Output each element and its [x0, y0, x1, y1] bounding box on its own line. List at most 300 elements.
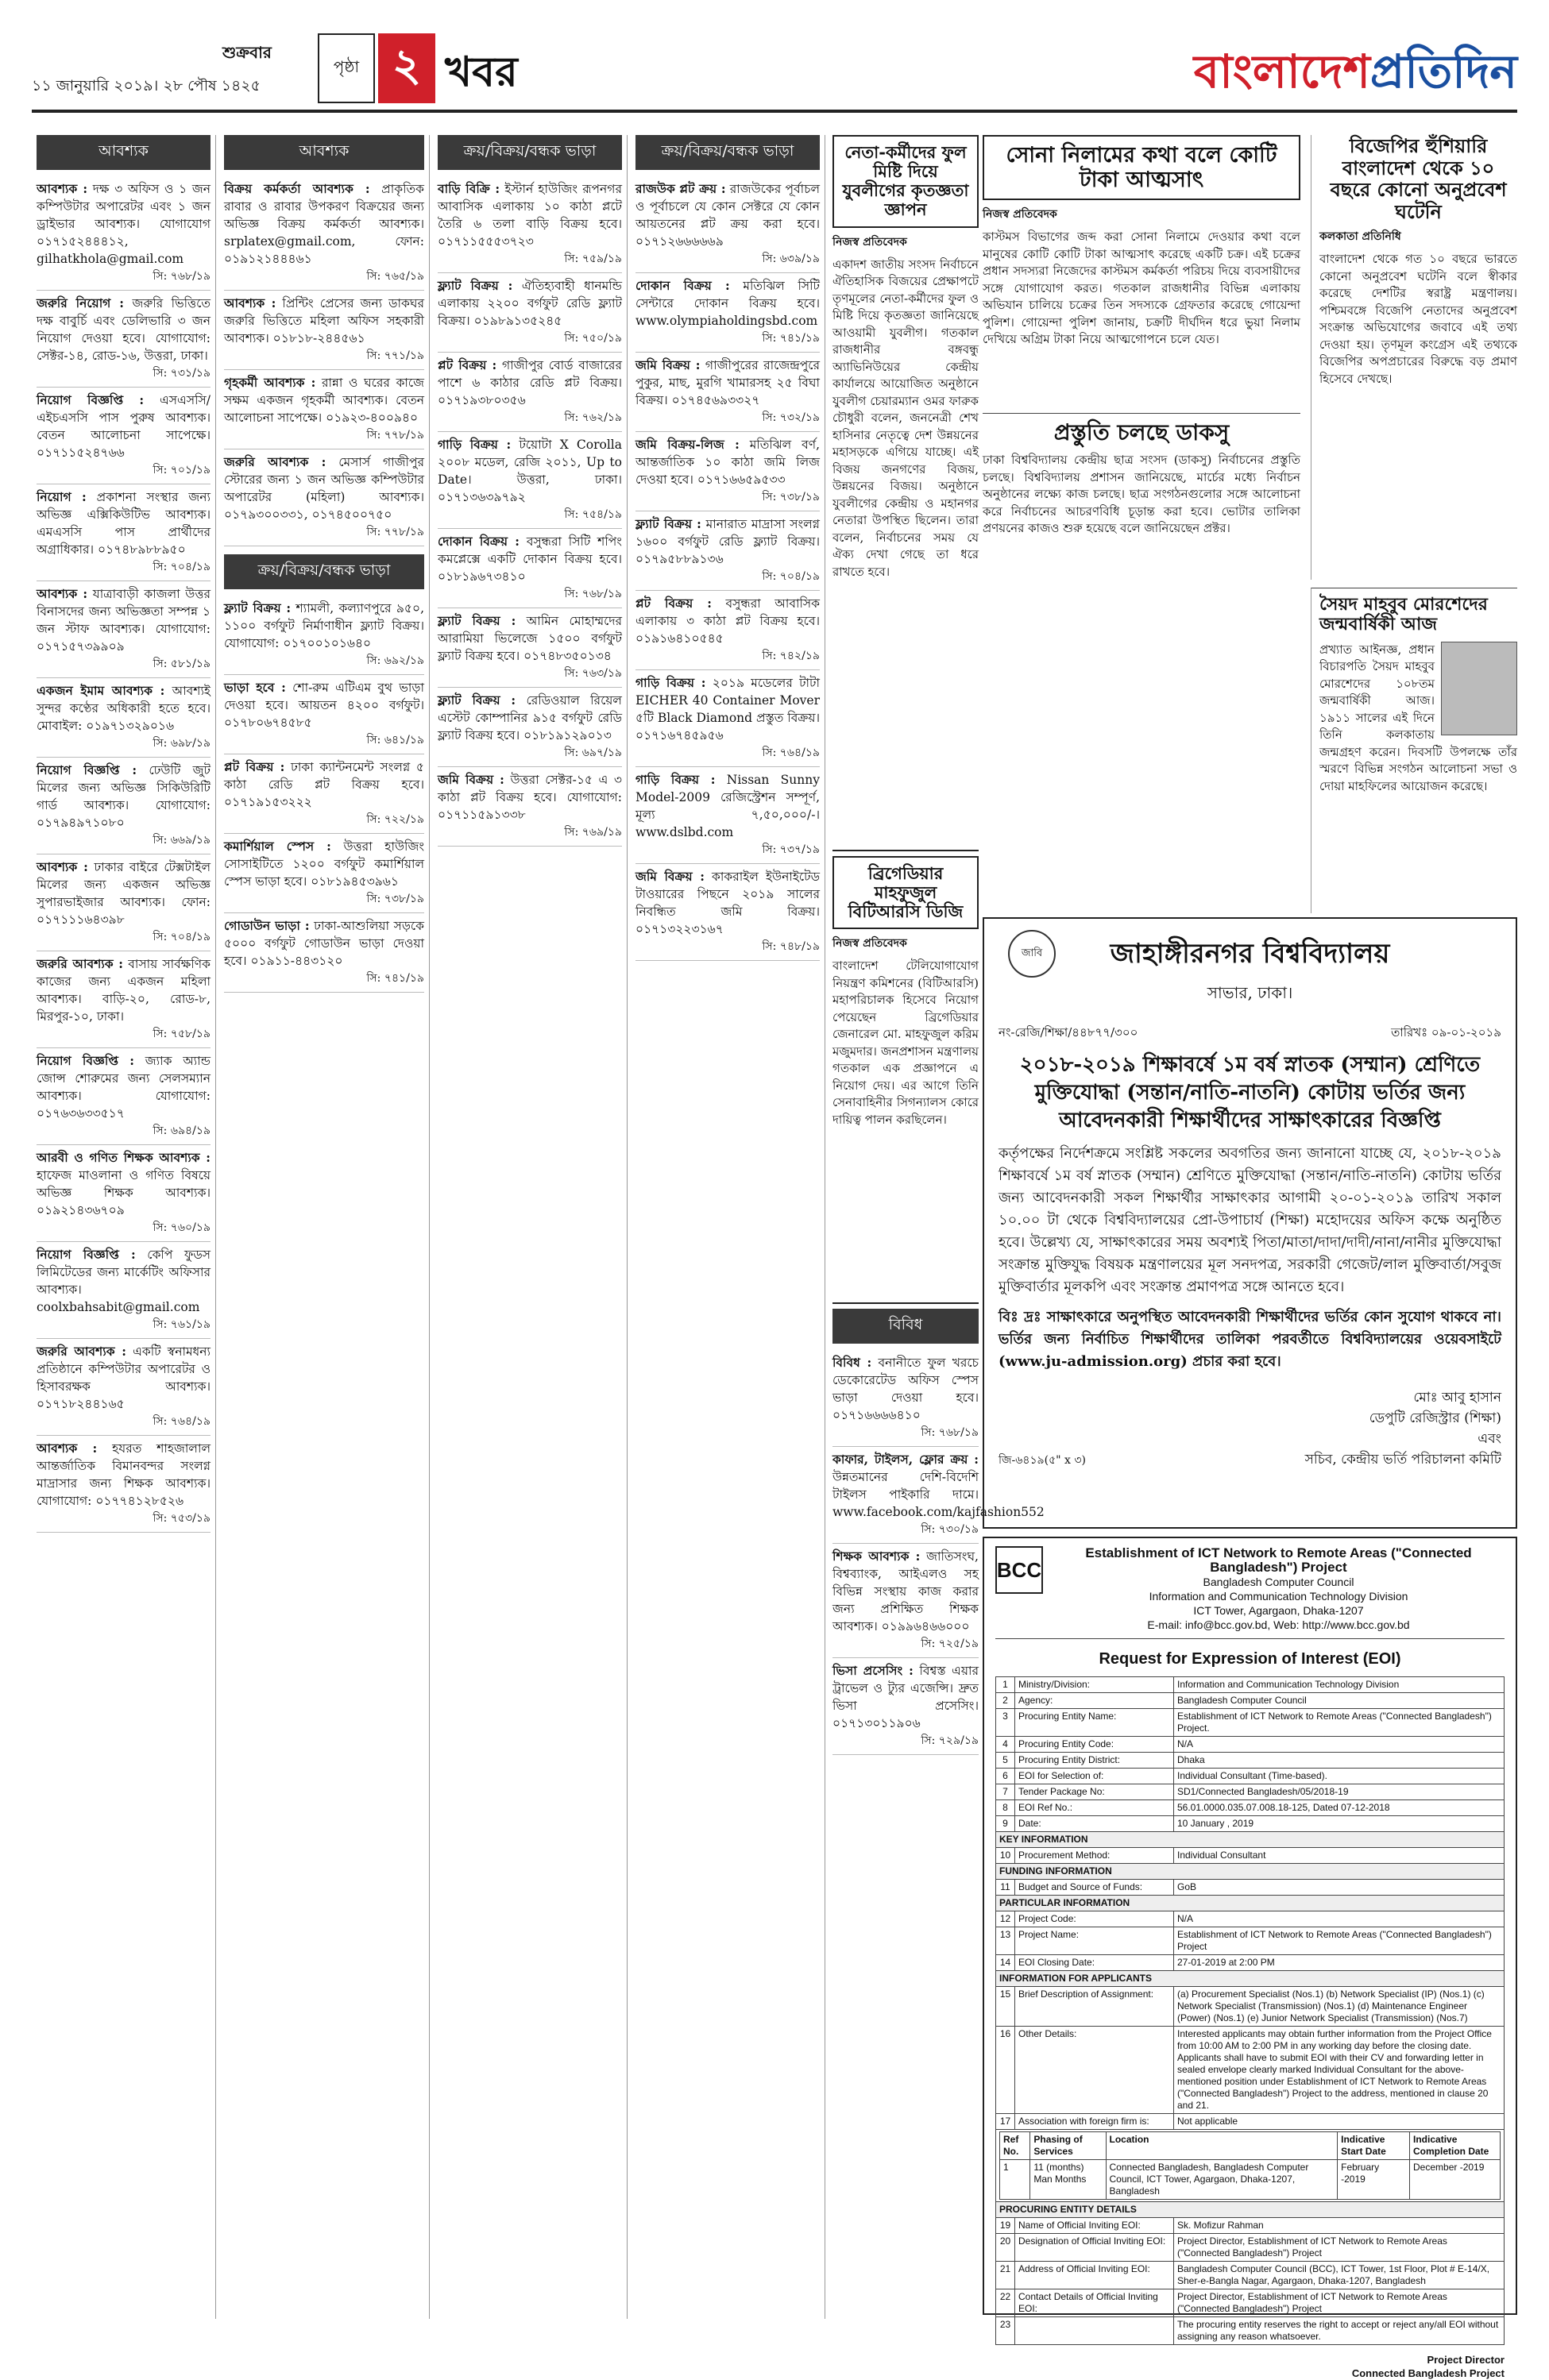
phasing-data-row — [1000, 2160, 1501, 2200]
eoi-section-row — [996, 1864, 1505, 1880]
ad-text: গাজীপুরের রাজেন্দ্রপুরে পুকুর, মাছ, মুরগি খামারসহ ২৫ বিঘা বিক্রয়। ০১৭৪৫৬৯৩৩২৭ — [635, 358, 821, 407]
ad-lead: গাড়ি বিক্রয় : — [635, 675, 706, 690]
eoi-section-title: PARTICULAR INFORMATION — [996, 1896, 1505, 1911]
ad-text: জ্যাক অ্যান্ড জোন্স শোরুমের জন্য সেলসম্যান আবশ্যক। যোগাযোগ: ০১৭৬৩৬৩৩৫১৭ — [37, 1054, 211, 1121]
eoi-cell-v: GoB — [1174, 1880, 1505, 1896]
ad-text: ইস্টার্ন হাউজিং রূপনগর আবাসিক এলাকায় ১০ কাঠা প্লটে তৈরি ৬ তলা বাড়ি বিক্রয় হবে। ০১৭১১৫৫৫৩৭২৩ — [438, 182, 622, 249]
ad-code: সি: ৬৪১/১৯ — [366, 734, 424, 746]
ad-code: সি: ৭৪৮/১৯ — [762, 940, 820, 953]
eoi-row — [996, 2027, 1505, 2114]
eoi-cell-n: 2 — [996, 1693, 1015, 1709]
ad-lead: গৃহকর্মী আবশ্যক : — [224, 375, 316, 390]
ad-lead: দোকান বিক্রয় : — [635, 278, 730, 293]
eoi-cell-v: The procuring entity reserves the right to accept or reject any/all EOI without assigning any reason whatsoever. — [1174, 2317, 1505, 2345]
eoi-cell-k: Tender Package No: — [1015, 1784, 1174, 1800]
ad-text: আমিন মোহাম্মদের আরামিয়া ভিলেজে ১৫০০ বর্গফুট ফ্ল্যাট বিক্রয় হবে। ০১৭৪৮৩৫০১৩৪ — [438, 614, 622, 663]
eoi-cell-n: 8 — [996, 1800, 1015, 1816]
eoi-cell-k: Other Details: — [1015, 2027, 1174, 2114]
column-heading: আবশ্যক — [37, 135, 211, 170]
eoi-cell-n: 9 — [996, 1816, 1015, 1832]
ad-lead: বিবিধ : — [832, 1355, 872, 1370]
eoi-cell-n: 5 — [996, 1753, 1015, 1769]
classified-column-3 — [433, 135, 628, 2319]
eoi-row — [996, 1753, 1505, 1769]
classified-ad — [37, 854, 211, 951]
story-body: একাদশ জাতীয় সংসদ নির্বাচনে ঐতিহাসিক বিজয়ের প্রেক্ষাপটে তৃণমূলের নেতা-কর্মীদের ফুল ও মিষ্টি দিয়ে কৃতজ্ঞতা জানিয়েছে আওয়ামী যুবলীগ। গতকাল রাজধানীর বঙ্গবন্ধু অ্যাভিনিউয়ের কেন্দ্রীয় কার্যালয়ে আয়োজিত অনুষ্ঠানে যুবলীগ চেয়ারম্যান ওমর ফারুক চৌধুরী বলেন, জননেত্রী শেখ হাসিনার নেতৃত্বে দেশ উন্নয়নের মহাসড়কে এগিয়ে যাচ্ছে। এই বিজয় জনগণের বিজয়, উন্নয়নের বিজয়। অনুষ্ঠানে যুবলীগের কেন্দ্রীয় ও মহানগর নেতারা উপস্থিত ছিলেন। তারা বলেন, নির্বাচনের সময় যে ঐক্য দেখা গেছে তা ধরে রাখতে হবে। — [832, 257, 979, 579]
classified-ad — [224, 370, 424, 449]
ad-text: উত্তরা হাউজিং সোসাইটিতে ১২০০ বর্গফুট কমার্শিয়াল স্পেস ভাড়া হবে। ০১৮১৯৪৫৩৯৬১ — [224, 839, 424, 889]
column-heading: আবশ্যক — [224, 135, 424, 170]
classified-ad — [438, 608, 622, 688]
brand-part2: প্রতিদিন — [1369, 44, 1517, 98]
ad-code: সি: ৬৩৯/১৯ — [762, 253, 820, 265]
ad-lead: জমি বিক্রয়-লিজ : — [635, 437, 740, 452]
eoi-cell-n: 15 — [996, 1987, 1015, 2027]
eoi-row — [996, 2218, 1505, 2234]
ad-text: Nissan Sunny Model-2009 রেজিস্ট্রেশন সম্পূর্ণ, মূল্য ৭,৫০,০০০/-। www.dslbd.com — [635, 773, 820, 839]
classified-ad — [832, 1350, 979, 1447]
ad-lead: আবশ্যক : — [37, 586, 88, 601]
eoi-cell-k: EOI for Selection of: — [1015, 1769, 1174, 1784]
ad-code: সি: ৭০৪/১৯ — [153, 931, 211, 943]
eoi-cell-n: 10 — [996, 1848, 1015, 1864]
news-story-bjp — [1311, 135, 1517, 580]
ad-code: সি: ৭৪২/১৯ — [762, 650, 820, 662]
eoi-cell-n: 14 — [996, 1955, 1015, 1971]
ad-code: সি: ৭৪১/১৯ — [762, 332, 820, 345]
eoi-cell-n: 7 — [996, 1784, 1015, 1800]
eoi-row — [996, 2234, 1505, 2262]
eoi-cell-v: Project Director, Establishment of ICT Network to Remote Areas ("Connected Bangladesh") Project — [1174, 2234, 1505, 2262]
eoi-cell-k: Address of Official Inviting EOI: — [1015, 2262, 1174, 2289]
ad-text: মতিঝিল বর্ণ, আন্তর্জাতিক ১০ কাঠা জমি লিজ দেওয়া হবে। ০১৭১৬৬৫৯৫৩৩ — [635, 438, 820, 487]
eoi-cell-k: Project Name: — [1015, 1927, 1174, 1955]
issue-date: ১১ জানুয়ারি ২০১৯। ২৮ পৌষ ১৪২৫ — [32, 77, 261, 95]
eoi-cell-v: 27-01-2019 at 2:00 PM — [1174, 1955, 1505, 1971]
eoi-cell-k: Ministry/Division: — [1015, 1677, 1174, 1693]
ad-text: ২০১৯ মডেলের টাটা EICHER 40 Container Mover ৫টি Black Diamond প্রস্তুত বিক্রয়। ০১৭১৬৭৪৫৯৫৬ — [635, 676, 820, 743]
eoi-row — [996, 1800, 1505, 1816]
ad-lead: নিয়োগ বিজ্ঞপ্তি : — [37, 762, 137, 777]
column-heading: ক্রয়/বিক্রয়/বন্ধক ভাড়া — [635, 135, 820, 170]
notice-date: তারিখঃ ০৯-০১-২০১৯ — [1391, 1025, 1501, 1040]
ad-text: জরুরি ভিত্তিতে দক্ষ বাবুর্চি এবং ডেলিভারি ৩ জন নিয়োগ দেওয়া হবে। যোগাযোগ: সেক্টর-১৪, রোড-১৬, উত্তরা, ঢাকা। — [37, 296, 211, 363]
headline: ব্রিগেডিয়ার মাহফুজুল বিটিআরসি ডিজি — [832, 856, 979, 929]
portrait-photo — [1441, 642, 1517, 735]
eoi-section-title: PROCURING ENTITY DETAILS — [996, 2202, 1505, 2218]
headline: বিজেপির হুঁশিয়ারি বাংলাদেশ থেকে ১০ বছরে কোনো অনুপ্রবেশ ঘটেনি — [1330, 134, 1507, 223]
phasing-cell: Indicative Start Date — [1338, 2132, 1410, 2160]
eoi-cell-n: 23 — [996, 2317, 1015, 2345]
phasing-cell: February -2019 — [1338, 2160, 1410, 2200]
ad-lead: আবশ্যক : — [224, 295, 276, 311]
page-label: পৃষ্ঠা — [318, 33, 375, 103]
column-heading-2: ক্রয়/বিক্রয়/বন্ধক ভাড়া — [224, 554, 424, 589]
signatory-and: এবং — [1478, 1431, 1501, 1448]
eoi-cell-k: Budget and Source of Funds: — [1015, 1880, 1174, 1896]
classified-ad — [224, 913, 424, 993]
ad-lead: গাড়ি বিক্রয় : — [438, 437, 512, 452]
ad-code: সি: ৭৭৮/১৯ — [366, 429, 424, 442]
eoi-section-row — [996, 1832, 1505, 1848]
phasing-cell: 11 (months) Man Months — [1030, 2160, 1106, 2200]
classified-ad — [224, 176, 424, 291]
ad-lead: জরুরি আবশ্যক : — [224, 454, 326, 469]
ad-code: সি: ৭৩৮/১৯ — [366, 893, 424, 905]
ad-text: ঢাকা ক্যান্টনমেন্ট সংলগ্ন ৫ কাঠা রেডি প্লট বিক্রয় হবে। ০১৭১৯১৫৩২২২ — [224, 760, 424, 809]
eoi-cell-k: Brief Description of Assignment: — [1015, 1987, 1174, 2027]
ad-code: সি: ৭০৪/১৯ — [762, 570, 820, 583]
ad-text: বনানীতে ফুল খরচে ডেকোরেটেড অফিস স্পেস ভাড়া দেওয়া হবে। ০১৭১৬৬৬৬৪১০ — [832, 1356, 979, 1422]
classified-ad — [37, 176, 211, 291]
ad-lead: প্লট বিক্রয় : — [224, 759, 285, 774]
ad-code: সি: ৭০৪/১৯ — [153, 561, 211, 573]
eoi-cell-v: (a) Procurement Specialist (Nos.1) (b) Network Specialist (IP) (Nos.1) (c) Network Specialist (Transmission) (Nos.1) (d) Maintenance Engineer (Power) (Nos.1) (e) Junior Network Specialist (Transmission) (Nos.7) — [1174, 1987, 1505, 2027]
ad-text: শো-রুম এটিএম বুথ ভাড়া দেওয়া হবে। আয়তন ৪২০০ বর্গফুট। ০১৭৮০৬৭৪৫৮৫ — [224, 681, 424, 730]
eoi-title: Request for Expression of Interest (EOI) — [1099, 1650, 1401, 1668]
eoi-row — [996, 1955, 1505, 1971]
classified-ad — [37, 1145, 211, 1242]
eoi-cell-v: Sk. Mofizur Rahman — [1174, 2218, 1505, 2234]
eoi-row — [996, 1880, 1505, 1896]
ad-lead: গাড়ি বিক্রয় : — [635, 772, 716, 787]
ad-lead: জরুরি আবশ্যক : — [37, 1344, 126, 1359]
ad-text: যাত্রাবাড়ী কাজলা উত্তর বিনাসদের জন্য অভিজ্ঞতা সম্পন্ন ১ জন স্টাফ আবশ্যক। যোগাযোগ: ০১৭১৫৭৩৯৯০৯ — [37, 587, 211, 654]
eoi-organization — [1053, 1546, 1505, 1632]
phasing-cell: 1 — [1000, 2160, 1030, 2200]
notice-heading: ২০১৮-২০১৯ শিক্ষাবর্ষে ১ম বর্ষ স্নাতক (সম্মান) শ্রেণিতে মুক্তিযোদ্ধা (সন্তান/নাতি-নাতনি) কোটায় ভর্তির জন্য আবেদনকারী শিক্ষার্থীদের সাক্ষাৎকারের বিজ্ঞপ্তি — [1019, 1053, 1481, 1133]
ad-text: ঐতিহ্যবাহী ধানমন্ডি এলাকায় ২২০০ বর্গফুট রেডি ফ্ল্যাট বিক্রয়। ০১৯৮৯১৩৫২৪৫ — [438, 279, 622, 328]
notice-note — [999, 1306, 1501, 1373]
story-body: কাস্টমস বিভাগের জব্দ করা সোনা নিলামে দেওয়ার কথা বলে মানুষের কোটি কোটি টাকা আত্মসাৎ করেছে একটি চক্র। এই চক্রের প্রধান সদস্যরা নিজেদের কাস্টমস কর্মকর্তা পরিচয় দিয়ে ব্যবসায়ীদের সঙ্গে যোগাযোগ করত। গতকাল রাজধানীর বিভিন্ন এলাকায় অভিযান চালিয়ে চক্রের তিন সদস্যকে গ্রেফতার করেছে গোয়েন্দা পুলিশ। গোয়েন্দা পুলিশ জানায়, চক্রটি দীর্ঘদিন ধরে ভুয়া নিলাম দেখিয়ে অগ্রিম টাকা নিয়ে আত্মগোপনে চলে যেত। — [983, 230, 1300, 347]
eoi-cell-n: 11 — [996, 1880, 1015, 1896]
eoi-phasing-cell — [996, 2130, 1505, 2202]
ad-lead: নিয়োগ বিজ্ঞপ্তি : — [37, 392, 145, 407]
ad-text: মেসার্স গাজীপুর স্টোরের জন্য ১ জন অভিজ্ঞ কম্পিউটার অপারেটর (মহিলা) আবশ্যক। ০১৭৯৩০০৩৩১, ০১৭৪৫০০৭৫০ — [224, 455, 424, 522]
classified-column-1 — [32, 135, 216, 2319]
classified-ad — [438, 688, 622, 767]
ad-text: বাসায় সার্বক্ষণিক কাজের জন্য একজন মহিলা আবশ্যক। বাড়ি-২০, রোড-৮, মিরপুর-১০, ঢাকা। — [37, 957, 211, 1024]
ad-lead: ভিসা প্রসেসিং : — [832, 1663, 914, 1678]
classified-ad — [37, 1048, 211, 1145]
ad-text: হাফেজ মাওলানা ও গণিত বিষয়ে অভিজ্ঞ শিক্ষক আবশ্যক। ০১৯২১৪৩৬৭০৯ — [37, 1168, 211, 1217]
ad-code: সি: ৭৬৪/১৯ — [762, 746, 820, 759]
masthead — [32, 29, 1517, 108]
classified-ad — [224, 834, 424, 913]
classified-ad — [438, 767, 622, 847]
eoi-cell-k: Association with foreign firm is: — [1015, 2114, 1174, 2130]
eoi-cell-v: 56.01.0000.035.07.008.18-125, Dated 07-12-2018 — [1174, 1800, 1505, 1816]
ad-code: সি: ৭৬৫/১৯ — [366, 270, 424, 283]
classified-column-2 — [219, 135, 430, 2319]
ad-lead: জরুরি নিয়োগ : — [37, 295, 124, 311]
ad-code: সি: ৭৭৮/১৯ — [366, 526, 424, 538]
phasing-table — [999, 2131, 1501, 2200]
eoi-row — [996, 1709, 1505, 1737]
ad-code: সি: ৭৩২/১৯ — [762, 411, 820, 424]
eoi-row — [996, 2289, 1505, 2317]
eoi-row — [996, 2262, 1505, 2289]
classified-ad — [635, 670, 820, 767]
classified-ad — [37, 388, 211, 484]
eoi-phasing-row — [996, 2130, 1505, 2202]
eoi-cell-v: 10 January , 2019 — [1174, 1816, 1505, 1832]
headline: সোনা নিলামের কথা বলে কোটি টাকা আত্মসাৎ — [983, 135, 1300, 200]
eoi-cell-v: Individual Consultant (Time-based). — [1174, 1769, 1505, 1784]
byline: কলকাতা প্রতিনিধি — [1319, 230, 1401, 244]
page-number: ২ — [378, 33, 435, 103]
date-block — [32, 29, 302, 108]
ad-lead: নিয়োগ বিজ্ঞপ্তি : — [37, 1053, 134, 1068]
notice-footer — [999, 1373, 1501, 1470]
footer-line-1: Project Director — [1427, 2354, 1505, 2366]
ad-lead: আবশ্যক : — [37, 181, 88, 196]
note-text: সাক্ষাৎকারে অনুপস্থিত আবেদনকারী শিক্ষার্থীদের ভর্তির কোন সুযোগ থাকবে না। ভর্তির জন্য নির্বাচিত শিক্ষার্থীদের তালিকা পরবর্তীতে বিশ্ববিদ্যালয়ের ওয়েবসাইটে (www.ju-admission.org) প্রচার করা হবে। — [999, 1309, 1501, 1371]
eoi-row — [996, 2114, 1505, 2130]
eoi-section-row — [996, 1896, 1505, 1911]
eoi-section-title: FUNDING INFORMATION — [996, 1864, 1505, 1880]
classified-ad — [635, 353, 820, 432]
classified-ad — [438, 353, 622, 432]
eoi-cell-k: EOI Closing Date: — [1015, 1955, 1174, 1971]
story-body: ঢাকা বিশ্ববিদ্যালয় কেন্দ্রীয় ছাত্র সংসদ (ডাকসু) নির্বাচনের প্রস্তুতি চলছে। বিশ্ববিদ্যালয় প্রশাসন জানিয়েছে, মার্চের মধ্যে নির্বাচন অনুষ্ঠানের লক্ষ্যে কাজ চলছে। ছাত্র সংগঠনগুলোর সঙ্গে আলোচনা করে নির্বাচনের আচরণবিধি চূড়ান্ত করা হবে। ভোটার তালিকা প্রণয়নের কাজও শুরু হয়েছে বলে জানিয়েছেন প্রক্টর। — [983, 453, 1300, 536]
eoi-cell-v: SD1/Connected Bangladesh/05/2018-19 — [1174, 1784, 1505, 1800]
eoi-row — [996, 1927, 1505, 1955]
ad-lead: ফ্ল্যাট বিক্রয় : — [635, 516, 701, 531]
ad-text: কেপি ফুডস লিমিটেডের জন্য মার্কেটিং অফিসার আবশ্যক। coolxbahsabit@gmail.com — [37, 1248, 211, 1314]
eoi-cell-v: Not applicable — [1174, 2114, 1505, 2130]
eoi-row — [996, 1677, 1505, 1693]
news-story-btrc — [832, 850, 979, 1294]
classified-ad — [438, 432, 622, 529]
classified-ad — [635, 176, 820, 273]
signatory-title: ডেপুটি রেজিস্ট্রার (শিক্ষা) — [1369, 1410, 1501, 1427]
ad-text: ঢেউটি জুট মিলের জন্য অভিজ্ঞ সিকিউরিটি গার্ড আবশ্যক। যোগাযোগ: ০১৭৯৪৯৭১০৮০ — [37, 763, 211, 830]
classified-ad — [37, 1436, 211, 1533]
classified-ad — [224, 291, 424, 370]
ad-lead: ফ্ল্যাট বিক্রয় : — [224, 600, 292, 615]
eoi-header — [995, 1546, 1505, 1639]
ad-code: সি: ৭৩৭/১৯ — [762, 843, 820, 856]
ad-text: একটি স্বনামধন্য প্রতিষ্ঠানে কম্পিউটার অপারেটর ও হিসাবরক্ষক আবশ্যক। ০১৭১৮২৪৪১৬৫ — [37, 1344, 211, 1411]
eoi-cell-k: Procuring Entity Code: — [1015, 1737, 1174, 1753]
classified-ad — [832, 1544, 979, 1658]
ad-lead: জমি বিক্রয় : — [438, 772, 504, 787]
ad-code: সি: ৭২৫/১৯ — [921, 1637, 979, 1650]
ad-text: টয়োটা X Corolla ২০০৮ মডেল, রেজি ২০১১, Up to Date। উত্তরা, ঢাকা। ০১৭১৩৬৩৯৭৯২ — [438, 438, 622, 504]
eoi-cell-v: Project Director, Establishment of ICT Network to Remote Areas ("Connected Bangladesh") Project — [1174, 2289, 1505, 2317]
signatory-title-2: সচিব, কেন্দ্রীয় ভর্তি পরিচালনা কমিটি — [1304, 1452, 1501, 1468]
ad-code: সি: ৭৬৮/১৯ — [153, 270, 211, 283]
eoi-row — [996, 1987, 1505, 2027]
eoi-cell-n: 21 — [996, 2262, 1015, 2289]
eoi-row — [996, 1911, 1505, 1927]
eoi-cell-n: 22 — [996, 2289, 1015, 2317]
ad-lead: প্লট বিক্রয় : — [438, 357, 497, 372]
ad-text: মতিঝিল সিটি সেন্টারে দোকান বিক্রয় হবে। www.olympiaholdingsbd.com — [635, 279, 820, 328]
classified-ad — [832, 1658, 979, 1755]
eoi-cell-k: Project Code: — [1015, 1911, 1174, 1927]
ad-text: বসুন্ধরা সিটি শপিং কমপ্লেক্সে একটি দোকান বিক্রয় হবে। ০১৮১৯৬৭৩৪১০ — [438, 534, 622, 584]
brand-part1: বাংলাদেশ — [1193, 44, 1370, 98]
masthead-divider — [32, 110, 1517, 113]
ad-lead: কাফার, টাইলস, ফ্লোর ক্রয় : — [832, 1452, 979, 1467]
ad-code: সি: ৭৩৮/১৯ — [762, 491, 820, 503]
eoi-table — [995, 1676, 1505, 2345]
headline: প্রস্তুতি চলছে ডাকসু — [1053, 419, 1230, 446]
ad-text: প্রকাশনা সংস্থার জন্য অভিজ্ঞ এক্সিকিউটিভ আবশ্যক। এমএসসি পাস প্রার্থীদের অগ্রাধিকার। ০১৭৪৮৯৮৮৯৫০ — [37, 490, 211, 557]
ad-code: সি: ৭৬২/১৯ — [564, 411, 622, 424]
news-story-gold-fraud — [983, 135, 1300, 405]
ad-lead: প্লট বিক্রয় : — [635, 596, 712, 611]
classified-column-4 — [631, 135, 825, 2319]
ad-code: সি: ৭২৯/১৯ — [921, 1734, 979, 1747]
story-body: বাংলাদেশ থেকে গত ১০ বছরে ভারতে কোনো অনুপ্রবেশ ঘটেনি বলে স্বীকার করেছে দেশটির স্বরাষ্ট্র মন্ত্রণালয়। পশ্চিমবঙ্গে বিজেপি নেতাদের অনুপ্রবেশ সংক্রান্ত অভিযোগের জবাবে এই তথ্য দেওয়া হয়। তৃণমূল কংগ্রেস এই তথ্যকে বিজেপির অপপ্রচারের বিরুদ্ধে বড় প্রমাণ হিসেবে দেখছে। — [1319, 252, 1517, 386]
classified-ad — [37, 1339, 211, 1436]
phasing-cell: December -2019 — [1410, 2160, 1501, 2200]
ad-lead: আরবী ও গণিত শিক্ষক আবশ্যক : — [37, 1150, 211, 1165]
eoi-cell-k: Name of Official Inviting EOI: — [1015, 2218, 1174, 2234]
classified-ad — [37, 678, 211, 758]
notice-reference-row — [999, 1024, 1501, 1043]
org-name: Bangladesh Computer Council — [1203, 1576, 1354, 1588]
classified-ad — [635, 273, 820, 353]
ad-code: সি: ৭৬১/১৯ — [153, 1318, 211, 1331]
classified-ad — [635, 864, 820, 961]
ju-admission-notice — [983, 917, 1517, 1529]
news-story-anniversary — [1311, 588, 1517, 913]
ad-code: সি: ৭২২/১৯ — [366, 813, 424, 826]
ad-code: সি: ৫৮১/১৯ — [153, 658, 211, 670]
ad-text: রান্না ও ঘরের কাজে সক্ষম একজন গৃহকর্মী আবশ্যক। বেতন আলোচনা সাপেক্ষে। ০১৯২৩-৪০০৯৪০ — [224, 376, 425, 425]
ad-text: প্রাকৃতিক রাবার ও রাবার উপকরণ বিক্রয়ের জন্য অভিজ্ঞ বিক্রয় কর্মকর্তা আবশ্যক। srplatex@gmail.com, ফোন: ০১৯১২১৪৪৪৬১ — [224, 182, 424, 266]
ad-lead: নিয়োগ : — [37, 489, 87, 504]
classified-ad — [635, 591, 820, 670]
eoi-cell-n: 13 — [996, 1927, 1015, 1955]
eoi-cell-n: 12 — [996, 1911, 1015, 1927]
ad-lead: আবশ্যক : — [37, 859, 88, 874]
classified-ad — [37, 581, 211, 678]
eoi-cell-k: Procurement Method: — [1015, 1848, 1174, 1864]
ad-code: সি: ৭৫৪/১৯ — [564, 508, 622, 521]
ad-text: রেডিওয়াল রিয়েল এস্টেট কোম্পানির ৯১৫ বর্গফুট রেডি ফ্ল্যাট বিক্রয় হবে। ০১৮১৯১২৯০১৩ — [438, 693, 622, 743]
eoi-cell-k: Procuring Entity District: — [1015, 1753, 1174, 1769]
ad-code: সি: ৭৬৯/১৯ — [564, 826, 622, 839]
eoi-row — [996, 1848, 1505, 1864]
ad-text: মানারাত মাদ্রাসা সংলগ্ন ১৬০০ বর্গফুট রেডি ফ্ল্যাট বিক্রয়। ০১৭৯৫৮৮৯১৩৬ — [635, 517, 820, 566]
eoi-cell-k: Contact Details of Official Inviting EOI: — [1015, 2289, 1174, 2317]
ad-text: ঢাকা-আশুলিয়া সড়কে ৫০০০ বর্গফুট গোডাউন ভাড়া দেওয়া হবে। ০১৯১১-৪৪৩১২০ — [224, 919, 424, 968]
classified-ad — [37, 951, 211, 1048]
classified-ad — [37, 1242, 211, 1339]
ad-lead: জমি বিক্রয় : — [635, 869, 705, 884]
ad-code: সি: ৭৬৩/১৯ — [564, 667, 622, 680]
news-story-youth-league — [832, 135, 979, 842]
eoi-cell-v: Establishment of ICT Network to Remote Areas ("Connected Bangladesh") Project. — [1174, 1709, 1505, 1737]
ad-lead: জরুরি আবশ্যক : — [37, 956, 124, 971]
university-crest-icon: জাবি — [1008, 930, 1056, 978]
org-contact: E-mail: info@bcc.gov.bd, Web: http://www.bcc.gov.bd — [1147, 1618, 1410, 1631]
eoi-cell-v: N/A — [1174, 1737, 1505, 1753]
eoi-cell-n: 1 — [996, 1677, 1015, 1693]
ad-text: উন্নতমানের দেশি-বিদেশি টাইলস পাইকারি দামে। www.facebook.com/kajfashion552 — [832, 1470, 1045, 1519]
ad-lead: জমি বিক্রয় : — [635, 357, 701, 372]
classified-ad — [635, 767, 820, 864]
classified-ad — [37, 758, 211, 854]
ad-text: শ্যামলী, কল্যাণপুরে ৯৫০, ১১০০ বর্গফুট নির্মাণাধীন ফ্ল্যাট বিক্রয়। যোগাযোগ: ০১৭০০১০১৬৪০ — [224, 601, 425, 650]
headline: সৈয়দ মাহবুব মোরশেদের জন্মবার্ষিকী আজ — [1319, 594, 1488, 635]
ad-text: রাজউকের পূর্বাচল ও পূর্বাচলে যে কোন সেক্টরে যে কোন আয়তনের প্লট ক্রয় করা হবে। ০১৭১২৬৬৬৬৬৯ — [635, 182, 820, 249]
ad-text: কাকরাইল ইউনাইটেড টাওয়ারের পিছনে ২০১৯ সালের নিবন্ধিত জমি বিক্রয়। ০১৭১৩২২৩১৬৭ — [635, 870, 820, 936]
ad-code: সি: ৬৯৭/১৯ — [564, 746, 622, 759]
note-label: বিঃ দ্রঃ — [999, 1309, 1041, 1326]
ad-code: সি: ৭৭১/১৯ — [366, 349, 424, 362]
headline: নেতা-কর্মীদের ফুল মিষ্টি দিয়ে যুবলীগের কৃতজ্ঞতা জ্ঞাপন — [832, 135, 979, 228]
eoi-row — [996, 1737, 1505, 1753]
weekday: শুক্রবার — [222, 43, 272, 62]
classified-ad — [438, 176, 622, 273]
classified-ad — [635, 432, 820, 511]
eoi-row — [996, 2317, 1505, 2345]
eoi-section-title: KEY INFORMATION — [996, 1832, 1505, 1848]
phasing-cell: Indicative Completion Date — [1410, 2132, 1501, 2160]
ad-code: জি-৬৪১৯(৫" x ৩) — [999, 1454, 1086, 1468]
eoi-footer — [995, 2353, 1505, 2380]
bcc-logo: BCC — [995, 1546, 1043, 1594]
phasing-cell: Connected Bangladesh, Bangladesh Computer Council, ICT Tower, Agargaon, Dhaka-1207, Bangladesh — [1106, 2160, 1338, 2200]
eoi-cell-v: Information and Communication Technology Division — [1174, 1677, 1505, 1693]
ad-text: ঢাকার বাইরে টেক্সটাইল মিলের জন্য একজন অভিজ্ঞ সুপারভাইজার আবশ্যক। ফোন: ০১৭১১১৬৪৩৯৮ — [37, 860, 211, 927]
ad-lead: ফ্ল্যাট বিক্রয় : — [438, 692, 516, 708]
signature-block — [1305, 1387, 1501, 1470]
phasing-cell: Location — [1106, 2132, 1338, 2160]
classified-ad — [37, 291, 211, 388]
byline: নিজস্ব প্রতিবেদক — [832, 937, 907, 951]
classified-ad — [224, 675, 424, 754]
project-line: Establishment of ICT Network to Remote Areas ("Connected Bangladesh") Project — [1085, 1545, 1472, 1575]
ad-lead: ফ্ল্যাট বিক্রয় : — [438, 613, 516, 628]
ad-lead: বাড়ি বিক্রি : — [438, 181, 500, 196]
ad-lead: কমার্শিয়াল স্পেস : — [224, 839, 331, 854]
ad-code: সি: ৬৯৮/১৯ — [153, 737, 211, 750]
eoi-cell-v: Bangladesh Computer Council (BCC), ICT Tower, 1st Floor, Plot # E-14/X, Sher-e-Bangla Nagar, Agargaon, Dhaka-1207, Bangladesh — [1174, 2262, 1505, 2289]
ad-text: হযরত শাহজালাল আন্তর্জাতিক বিমানবন্দর সংলগ্ন মাদ্রাসার জন্য শিক্ষক আবশ্যক। যোগাযোগ: ০১৭৭৪১২৮৫২৬ — [37, 1441, 211, 1508]
classified-ad — [438, 273, 622, 353]
ad-code: সি: ৭৬৮/১৯ — [564, 588, 622, 600]
eoi-cell-n: 6 — [996, 1769, 1015, 1784]
eoi-cell-n: 17 — [996, 2114, 1015, 2130]
phasing-cell: Ref No. — [1000, 2132, 1030, 2160]
ad-lead: নিয়োগ বিজ্ঞপ্তি : — [37, 1247, 136, 1262]
ministry-name: Information and Communication Technology Division — [1149, 1590, 1408, 1603]
reference-number: নং-রেজি/শিক্ষা/৪৪৮৭৭/৩০০ — [999, 1025, 1138, 1040]
eoi-cell-n: 3 — [996, 1709, 1015, 1737]
phasing-header — [1000, 2132, 1501, 2160]
classified-ad — [224, 449, 424, 546]
eoi-notice — [983, 1537, 1517, 2379]
ad-text: বিশ্বস্ত এয়ার ট্রাভেল ও ট্যুর এজেন্সি। দ্রুত ভিসা প্রসেসিং। ০১৭১৩০১১৯০৬ — [832, 1664, 979, 1730]
eoi-cell-k: Designation of Official Inviting EOI: — [1015, 2234, 1174, 2262]
eoi-cell-k — [1015, 2317, 1174, 2345]
ad-code: সি: ৭৫৯/১৯ — [564, 253, 622, 265]
footer-line-2: Connected Bangladesh Project — [1351, 2367, 1505, 2379]
ad-code: সি: ৭৬৮/১৯ — [921, 1426, 979, 1439]
ad-code: সি: ৬৬৯/১৯ — [153, 834, 211, 847]
byline: নিজস্ব প্রতিবেদক — [983, 208, 1057, 222]
classified-ad — [224, 754, 424, 834]
eoi-row — [996, 1816, 1505, 1832]
column-heading: বিবিধ — [832, 1309, 979, 1344]
